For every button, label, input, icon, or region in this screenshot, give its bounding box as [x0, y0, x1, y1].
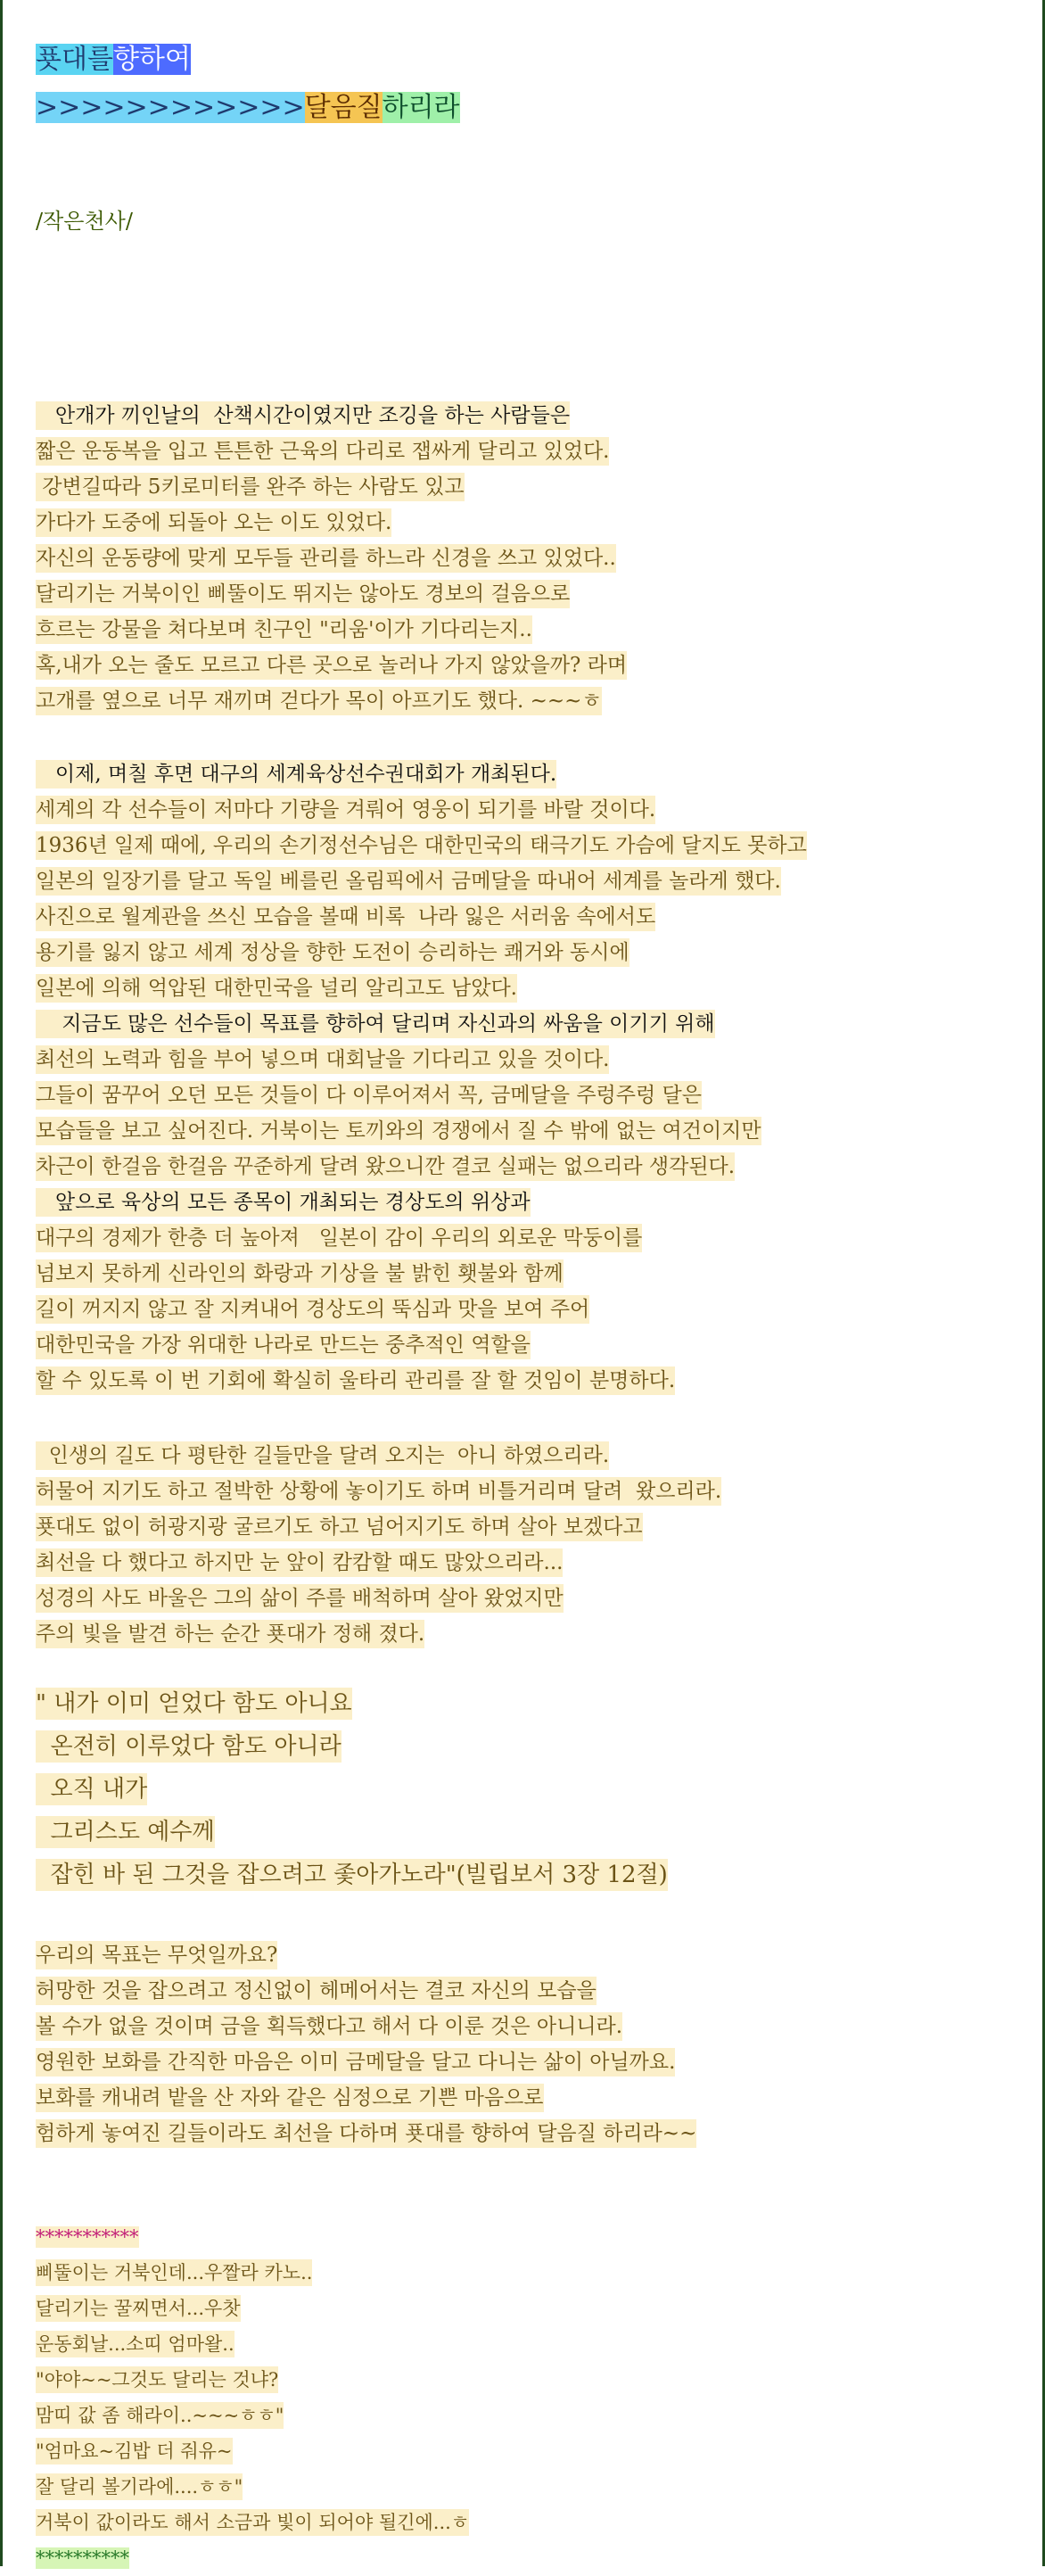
- line-text: "야야~~그것도 달리는 것냐?: [36, 2366, 278, 2393]
- line-text: 오직 내가: [36, 1773, 147, 1805]
- text-line: [36, 1545, 721, 1581]
- line-text: 달리기는 꿀찌면서...우찻: [36, 2295, 241, 2322]
- text-line: [36, 505, 627, 541]
- line-text: 차근이 한걸음 한걸음 꾸준하게 달려 왔으니깐 결코 실패는 없으리라 생각된다.: [36, 1152, 735, 1181]
- line-text: 길이 꺼지지 않고 잘 지켜내어 경상도의 뚝심과 맛을 보여 주어: [36, 1295, 589, 1324]
- text-line: [36, 1149, 807, 1185]
- text-line: [36, 970, 807, 1006]
- text-line: [36, 648, 627, 683]
- text-line: [36, 863, 807, 899]
- line-text: 그들이 꿈꾸어 오던 모든 것들이 다 이루어져서 꼭, 금메달을 주렁주렁 달은: [36, 1081, 702, 1110]
- text-line: [36, 1256, 807, 1292]
- text-line: [36, 899, 807, 935]
- section-intro: [36, 398, 627, 719]
- line-text: 주의 빛을 발견 하는 순간 푯대가 정해 졌다.: [36, 1620, 424, 1648]
- line-text: 할 수 있도록 이 번 기회에 확실히 울타리 관리를 잘 할 것임이 분명하다.: [36, 1366, 675, 1395]
- author-signature: /작은천사/: [36, 209, 133, 234]
- line-text: 자신의 운동량에 맞게 모두들 관리를 하느라 신경을 쓰고 있었다..: [36, 544, 616, 573]
- text-line: [36, 576, 627, 612]
- page-border-left: [0, 0, 3, 2566]
- postscript-line: [36, 2291, 469, 2326]
- section-life: [36, 1438, 721, 1652]
- postscript-line: [36, 2505, 469, 2540]
- subtitle-part-2: 하리라: [382, 92, 460, 123]
- line-text: 지금도 많은 선수들이 목표를 향하여 달리며 자신과의 싸움을 이기기 위해: [36, 1010, 715, 1038]
- text-line: [36, 2009, 696, 2044]
- postscript-line: [36, 2326, 469, 2362]
- line-text: 허망한 것을 잡으려고 정신없이 헤메어서는 결코 자신의 모습을: [36, 1977, 597, 2005]
- line-text: 앞으로 육상의 모든 종목이 개최되는 경상도의 위상과: [36, 1188, 531, 1217]
- text-line: [36, 2116, 696, 2151]
- text-line: [36, 398, 627, 433]
- line-text: 고개를 옆으로 너무 재끼며 걷다가 목이 아프기도 했다. ~~~ㅎ: [36, 687, 602, 715]
- stars-divider-bottom: [36, 2540, 469, 2576]
- line-text: 푯대도 없이 허광지광 굴르기도 하고 넘어지기도 하며 살아 보겠다고: [36, 1513, 643, 1541]
- line-text: 잡힌 바 된 그것을 잡으려고 좇아가노라"(빌립보서 3장 12절): [36, 1859, 668, 1891]
- line-text: 온전히 이루었다 함도 아니라: [36, 1730, 341, 1763]
- postscript-line: [36, 2469, 469, 2505]
- line-text: 1936년 일제 때에, 우리의 손기정선수님은 대한민국의 태극기도 가슴에 달지도 못하고: [36, 831, 807, 860]
- line-text: 인생의 길도 다 평탄한 길들만을 달려 오지는 아니 하였으리라.: [36, 1441, 609, 1470]
- line-text: 허물어 지기도 하고 절박한 상황에 놓이기도 하며 비틀거리며 달려 왔으리라.: [36, 1477, 721, 1506]
- line-text: 용기를 잃지 않고 세계 정상을 향한 도전이 승리하는 쾌거와 동시에: [36, 938, 629, 967]
- line-text: 일본에 의해 억압된 대한민국을 널리 알리고도 남았다.: [36, 974, 517, 1003]
- text-line: [36, 433, 627, 469]
- section-championship: [36, 756, 807, 1399]
- line-text: 거북이 값이라도 해서 소금과 빛이 되어야 될긴에...ㅎ: [36, 2509, 469, 2536]
- line-text: 짧은 운동복을 입고 튼튼한 근육의 다리로 잽싸게 달리고 있었다.: [36, 437, 609, 466]
- section-goal: [36, 1937, 696, 2151]
- text-line: [36, 469, 627, 505]
- line-text: 최선의 노력과 힘을 부어 넣으며 대회날을 기다리고 있을 것이다.: [36, 1045, 609, 1074]
- stars-text: **********: [36, 2547, 129, 2569]
- text-line: [36, 1006, 807, 1042]
- line-text: 우리의 목표는 무엇일까요?: [36, 1941, 277, 1969]
- title-part-1: 푯대를: [36, 44, 113, 75]
- subtitle-part-1: 달음질: [304, 92, 383, 123]
- line-text: "엄마요~김밥 더 줘유~: [36, 2438, 233, 2465]
- stars-divider-top: [36, 2219, 469, 2255]
- line-text: 안개가 끼인날의 산책시간이였지만 조깅을 하는 사람들은: [36, 401, 570, 430]
- text-line: [36, 1854, 668, 1896]
- line-text: 그리스도 예수께: [36, 1816, 215, 1848]
- line-text: 볼 수가 없을 것이며 금을 획득했다고 해서 다 이룬 것은 아니니라.: [36, 2012, 622, 2041]
- line-text: 삐뚤이는 거북인데...우짤라 카노..: [36, 2259, 312, 2286]
- line-text: 넘보지 못하게 신라인의 화랑과 기상을 불 밝힌 횃불와 함께: [36, 1259, 564, 1288]
- postscript-line: [36, 2433, 469, 2469]
- line-text: 맘띠 값 좀 해라이..~~~ㅎㅎ": [36, 2402, 284, 2429]
- line-text: 사진으로 월계관을 쓰신 모습을 볼때 비록 나라 잃은 서러움 속에서도: [36, 903, 655, 931]
- post-subtitle: [36, 86, 460, 130]
- stars-text: ***********: [36, 2226, 139, 2248]
- line-text: 강변길따라 5키로미터를 완주 하는 사람도 있고: [36, 473, 465, 501]
- text-line: [36, 1327, 807, 1363]
- line-text: 세계의 각 선수들이 저마다 기량을 겨뤄어 영웅이 되기를 바랄 것이다.: [36, 796, 655, 824]
- text-line: [36, 2044, 696, 2080]
- line-text: 험하게 놓여진 길들이라도 최선을 다하며 푯대를 향하여 달음질 하리라~~: [36, 2119, 696, 2148]
- line-text: 영원한 보화를 간직한 마음은 이미 금메달을 달고 다니는 삶이 아닐까요.: [36, 2048, 675, 2076]
- line-text: 모습들을 보고 싶어진다. 거북이는 토끼와의 경쟁에서 질 수 밖에 없는 여건이지만: [36, 1117, 761, 1145]
- postscript-line: [36, 2255, 469, 2291]
- line-text: 대한민국을 가장 위대한 나라로 만드는 중추적인 역할을: [36, 1331, 531, 1359]
- text-line: [36, 756, 807, 792]
- text-line: [36, 1937, 696, 1973]
- text-line: [36, 683, 627, 719]
- line-text: 잘 달리 볼기라에....ㅎㅎ": [36, 2473, 243, 2500]
- line-text: 혹,내가 오는 줄도 모르고 다른 곳으로 놀러나 가지 않았을까? 라며: [36, 651, 627, 680]
- text-line: [36, 1220, 807, 1256]
- line-text: 흐르는 강물을 쳐다보며 친구인 "리움'이가 기다리는지..: [36, 615, 532, 644]
- text-line: [36, 1768, 668, 1811]
- line-text: 대구의 경제가 한층 더 높아져 일본이 감이 우리의 외로운 막둥이를: [36, 1224, 642, 1252]
- bible-verse: [36, 1682, 668, 1896]
- text-line: [36, 1509, 721, 1545]
- text-line: [36, 1682, 668, 1725]
- text-line: [36, 1474, 721, 1509]
- subtitle-arrows: >>>>>>>>>>>>: [36, 92, 305, 123]
- postscript-line: [36, 2362, 469, 2398]
- text-line: [36, 1113, 807, 1149]
- text-line: [36, 1185, 807, 1220]
- line-text: 달리기는 거북이인 삐뚤이도 뛰지는 않아도 경보의 걸음으로: [36, 580, 570, 608]
- text-line: [36, 612, 627, 648]
- text-line: [36, 792, 807, 828]
- text-line: [36, 935, 807, 970]
- text-line: [36, 1581, 721, 1616]
- line-text: 가다가 도중에 되돌아 오는 이도 있었다.: [36, 508, 391, 537]
- line-text: 일본의 일장기를 달고 독일 베를린 올림픽에서 금메달을 따내어 세계를 놀라게 했다.: [36, 867, 781, 896]
- title-part-2: 향하여: [112, 44, 191, 75]
- text-line: [36, 1811, 668, 1854]
- line-text: 이제, 며칠 후면 대구의 세계육상선수권대회가 개최된다.: [36, 760, 556, 788]
- text-line: [36, 1973, 696, 2009]
- text-line: [36, 828, 807, 863]
- text-line: [36, 541, 627, 576]
- text-line: [36, 1438, 721, 1474]
- postscript-line: [36, 2398, 469, 2433]
- section-postscript: [36, 2219, 469, 2576]
- post-title: [36, 37, 191, 82]
- text-line: [36, 1077, 807, 1113]
- text-line: [36, 1616, 721, 1652]
- line-text: " 내가 이미 얻었다 함도 아니요: [36, 1688, 352, 1720]
- line-text: 최선을 다 했다고 하지만 눈 앞이 캄캄할 때도 많았으리라...: [36, 1548, 563, 1577]
- text-line: [36, 1363, 807, 1399]
- text-line: [36, 1725, 668, 1768]
- text-line: [36, 1292, 807, 1327]
- text-line: [36, 1042, 807, 1077]
- line-text: 성경의 사도 바울은 그의 삶이 주를 배척하며 살아 왔었지만: [36, 1584, 564, 1613]
- line-text: 운동회날...소띠 엄마왈..: [36, 2331, 235, 2357]
- text-line: [36, 2080, 696, 2116]
- line-text: 보화를 캐내려 밭을 산 자와 같은 심정으로 기쁜 마음으로: [36, 2084, 544, 2112]
